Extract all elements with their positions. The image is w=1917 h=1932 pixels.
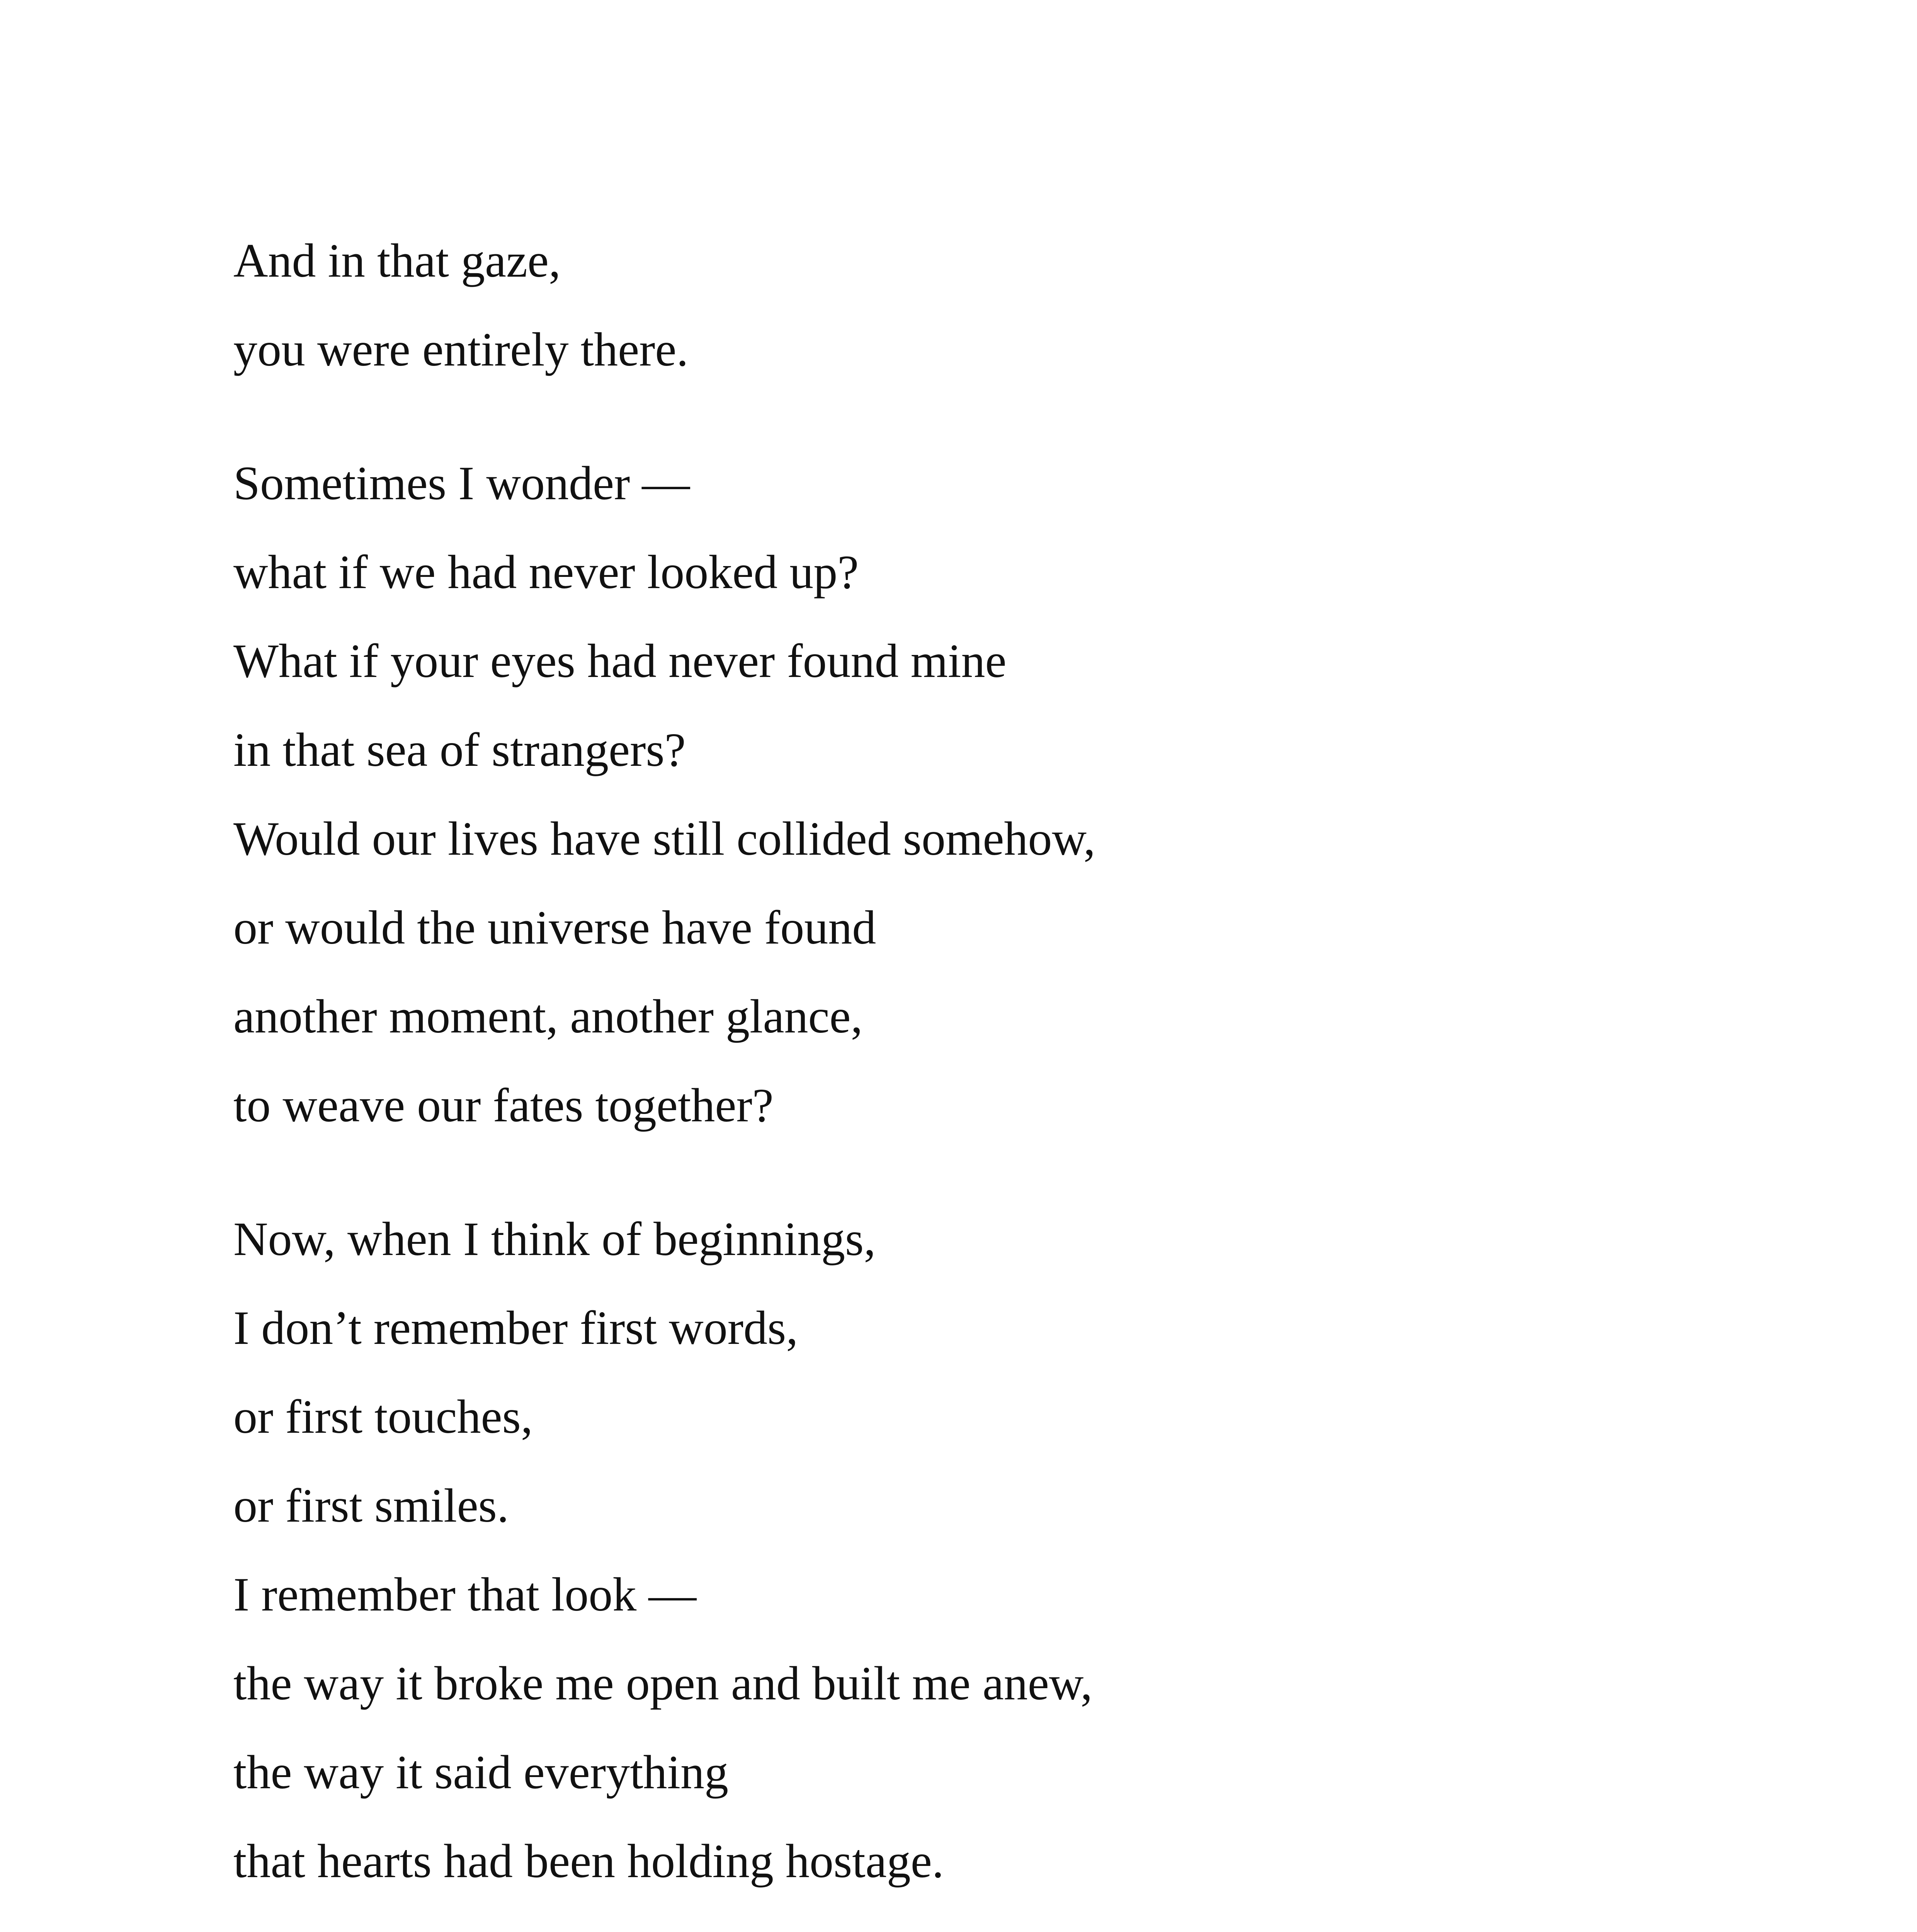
poem-line: what if we had never looked up? [233, 546, 859, 599]
poem-line: or would the universe have found [233, 901, 876, 954]
poem-line: or first touches, [233, 1390, 533, 1443]
poem-line: Now, when I think of beginnings, [233, 1213, 876, 1265]
poem-line: I remember that look — [233, 1568, 697, 1621]
poem-line: in that sea of strangers? [233, 723, 686, 776]
stanza [233, 1195, 1740, 1906]
stanza [233, 439, 1740, 1150]
poem-line: Would our lives have still collided somehow, [233, 812, 1095, 865]
poem-line: What if your eyes had never found mine [233, 634, 1007, 687]
poem-line: the way it broke me open and built me anew, [233, 1657, 1093, 1710]
poem-body [233, 216, 1740, 1932]
stanza [233, 216, 1740, 394]
poem-line: to weave our fates together? [233, 1079, 774, 1132]
poem-line: another moment, another glance, [233, 990, 863, 1043]
poem-line: that hearts had been holding hostage. [233, 1835, 944, 1888]
poem-line: the way it said everything [233, 1746, 728, 1799]
poem-line: or first smiles. [233, 1479, 509, 1532]
poem-line: you were entirely there. [233, 323, 689, 376]
poem-line: And in that gaze, [233, 234, 561, 287]
poem-line: I don’t remember first words, [233, 1301, 798, 1354]
poem-line: Sometimes I wonder — [233, 457, 690, 510]
